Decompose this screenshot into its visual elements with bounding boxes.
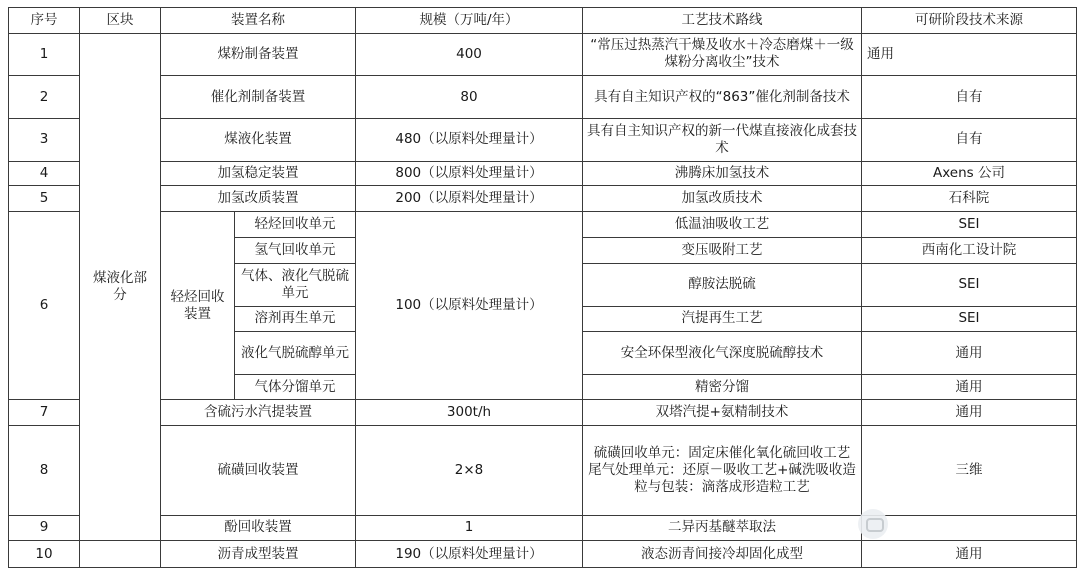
table-row <box>9 76 1077 119</box>
source-cell <box>862 515 1077 541</box>
process-table <box>8 7 1077 568</box>
header-region: 区块 <box>80 8 161 34</box>
table-row <box>9 515 1077 541</box>
unit-cell: 液化气脱硫醇单元 <box>235 332 356 375</box>
source-cell: 三维 <box>862 426 1077 516</box>
scale-cell: 190（以原料处理量计） <box>356 541 583 568</box>
device-cell: 煤粉制备装置 <box>161 33 356 76</box>
device-cell: 酚回收装置 <box>161 515 356 541</box>
header-scale: 规模（万吨/年） <box>356 8 583 34</box>
route-cell <box>583 426 862 516</box>
route-cell: 安全环保型液化气深度脱硫醇技术 <box>583 332 862 375</box>
source-cell: 自有 <box>862 118 1077 161</box>
device-cell: 加氢改质装置 <box>161 186 356 212</box>
header-row <box>9 8 1077 34</box>
table-row <box>9 426 1077 516</box>
source-cell: 通用 <box>862 374 1077 400</box>
unit-cell: 轻烃回收单元 <box>235 211 356 238</box>
header-device: 装置名称 <box>161 8 356 34</box>
route-line-tailgas: 尾气处理单元：还原－吸收工艺+碱洗吸收造粒与包装：滴落成形造粒工艺 <box>588 461 856 495</box>
route-cell: 具有自主知识产权的新一代煤直接液化成套技术 <box>583 118 862 161</box>
device-cell: 煤液化装置 <box>161 118 356 161</box>
source-cell: SEI <box>862 306 1077 332</box>
route-cell: 双塔汽提+氨精制技术 <box>583 400 862 426</box>
source-cell: 石科院 <box>862 186 1077 212</box>
seq-cell: 3 <box>9 118 80 161</box>
region-cell: 煤液化部分 <box>80 33 161 541</box>
table-row <box>9 541 1077 568</box>
source-cell: 通用 <box>862 541 1077 568</box>
unit-cell: 溶剂再生单元 <box>235 306 356 332</box>
source-cell: 通用 <box>862 33 1077 76</box>
scale-cell: 300t/h <box>356 400 583 426</box>
watermark-icon <box>858 509 888 539</box>
scale-cell: 1 <box>356 515 583 541</box>
seq-cell: 1 <box>9 33 80 76</box>
device-cell: 硫磺回收装置 <box>161 426 356 516</box>
route-cell: 精密分馏 <box>583 374 862 400</box>
seq-cell: 8 <box>9 426 80 516</box>
seq-cell: 7 <box>9 400 80 426</box>
route-cell: “常压过热蒸汽干燥及收水＋冷态磨煤＋一级煤粉分离收尘”技术 <box>583 33 862 76</box>
source-cell: 自有 <box>862 76 1077 119</box>
header-seq: 序号 <box>9 8 80 34</box>
table-row <box>9 161 1077 186</box>
route-cell: 汽提再生工艺 <box>583 306 862 332</box>
region-cell-empty <box>80 541 161 568</box>
header-source: 可研阶段技术来源 <box>862 8 1077 34</box>
source-cell: 西南化工设计院 <box>862 238 1077 264</box>
scale-cell: 200（以原料处理量计） <box>356 186 583 212</box>
unit-cell: 氢气回收单元 <box>235 238 356 264</box>
route-cell: 具有自主知识产权的“863”催化剂制备技术 <box>583 76 862 119</box>
unit-cell: 气体分馏单元 <box>235 374 356 400</box>
table-row <box>9 211 1077 238</box>
seq-cell: 5 <box>9 186 80 212</box>
seq-cell: 4 <box>9 161 80 186</box>
scale-cell: 2×8 <box>356 426 583 516</box>
seq-cell: 9 <box>9 515 80 541</box>
scale-cell: 480（以原料处理量计） <box>356 118 583 161</box>
table-row <box>9 400 1077 426</box>
source-cell: 通用 <box>862 400 1077 426</box>
scale-cell: 800（以原料处理量计） <box>356 161 583 186</box>
table-row <box>9 33 1077 76</box>
device-cell: 催化剂制备装置 <box>161 76 356 119</box>
group-cell: 轻烃回收装置 <box>161 211 235 400</box>
route-line-sulfur: 硫磺回收单元：固定床催化氧化硫回收工艺 <box>593 444 851 461</box>
device-cell: 沥青成型装置 <box>161 541 356 568</box>
source-cell: 通用 <box>862 332 1077 375</box>
table-row <box>9 118 1077 161</box>
source-cell: SEI <box>862 263 1077 306</box>
seq-cell: 6 <box>9 211 80 400</box>
device-cell: 加氢稳定装置 <box>161 161 356 186</box>
device-cell: 含硫污水汽提装置 <box>161 400 356 426</box>
route-cell: 二异丙基醚萃取法 <box>583 515 862 541</box>
scale-cell: 400 <box>356 33 583 76</box>
route-cell: 变压吸附工艺 <box>583 238 862 264</box>
scale-cell: 100（以原料处理量计） <box>356 211 583 400</box>
route-cell: 醇胺法脱硫 <box>583 263 862 306</box>
header-route: 工艺技术路线 <box>583 8 862 34</box>
seq-cell: 10 <box>9 541 80 568</box>
source-cell: SEI <box>862 211 1077 238</box>
unit-cell: 气体、液化气脱硫单元 <box>235 263 356 306</box>
route-cell: 沸腾床加氢技术 <box>583 161 862 186</box>
source-cell: Axens 公司 <box>862 161 1077 186</box>
route-cell: 低温油吸收工艺 <box>583 211 862 238</box>
route-cell: 液态沥青间接冷却固化成型 <box>583 541 862 568</box>
scale-cell: 80 <box>356 76 583 119</box>
route-cell: 加氢改质技术 <box>583 186 862 212</box>
table-row <box>9 186 1077 212</box>
seq-cell: 2 <box>9 76 80 119</box>
